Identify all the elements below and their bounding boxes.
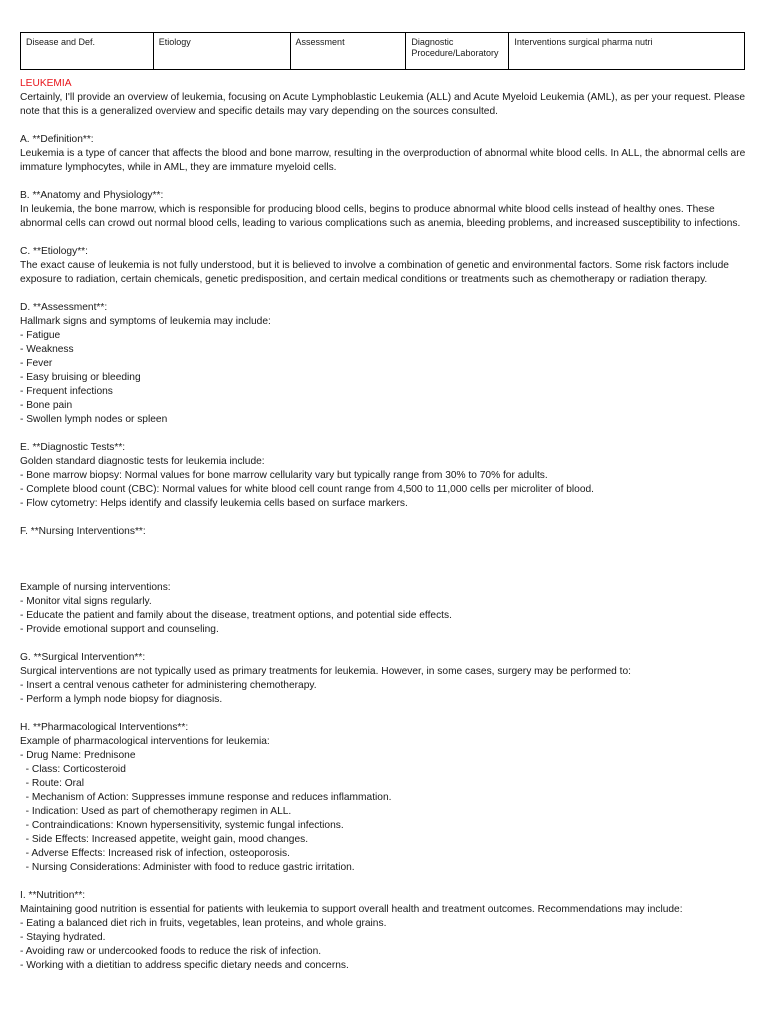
list-item: Example of nursing interventions: [20,582,171,593]
list-item: - Educate the patient and family about the disease, treatment options, and potential side effects. [20,610,452,621]
section-heading: E. **Diagnostic Tests**: [20,442,126,453]
document-content [20,77,748,973]
section-heading: I. **Nutrition**: [20,890,86,901]
list-item: Maintaining good nutrition is essential for patients with leukemia to support overall health and treatment outcomes. Recommendations may include: [20,904,683,915]
section-text: The exact cause of leukemia is not fully understood, but it is believed to involve a combination of genetic and environmental factors. Some risk factors include exposure to radiation, certain chemicals, genetic predisposition, and certain medical conditions or treatments such as chemotherapy or radiation therapy. [20,260,729,285]
list-item: - Mechanism of Action: Suppresses immune response and reduces inflammation. [20,792,392,803]
list-item: - Staying hydrated. [20,932,106,943]
list-item: - Swollen lymph nodes or spleen [20,414,168,425]
list-item: Golden standard diagnostic tests for leukemia include: [20,456,265,467]
list-item: - Avoiding raw or undercooked foods to reduce the risk of infection. [20,946,322,957]
section-heading: C. **Etiology**: [20,246,88,257]
header-table [20,32,745,70]
section-etiology [20,245,748,287]
list-item: - Side Effects: Increased appetite, weight gain, mood changes. [20,834,309,845]
list-item: - Route: Oral [20,778,84,789]
list-item: - Working with a dietitian to address specific dietary needs and concerns. [20,960,349,971]
list-item: - Eating a balanced diet rich in fruits, vegetables, lean proteins, and whole grains. [20,918,387,929]
list-item: Surgical interventions are not typically used as primary treatments for leukemia. However, in some cases, surgery may be performed to: [20,666,631,677]
list-item: - Adverse Effects: Increased risk of infection, osteoporosis. [20,848,290,859]
section-diagnostics [20,441,748,511]
section-nutrition [20,889,748,973]
section-pharmacological [20,721,748,875]
list-item: - Frequent infections [20,386,113,397]
section-heading: A. **Definition**: [20,134,94,145]
document-title: LEUKEMIA [20,78,72,89]
header-cell-disease: Disease and Def. [21,33,154,70]
list-item: - Drug Name: Prednisone [20,750,136,761]
header-cell-etiology: Etiology [153,33,290,70]
list-item: - Easy bruising or bleeding [20,372,141,383]
list-item: - Insert a central venous catheter for administering chemotherapy. [20,680,317,691]
section-nursing [20,525,748,637]
header-table-row [21,33,745,70]
list-item: - Indication: Used as part of chemotherapy regimen in ALL. [20,806,292,817]
section-definition [20,133,748,175]
list-item: - Provide emotional support and counseling. [20,624,219,635]
list-item: Hallmark signs and symptoms of leukemia may include: [20,316,271,327]
section-heading: B. **Anatomy and Physiology**: [20,190,164,201]
list-item: - Nursing Considerations: Administer with food to reduce gastric irritation. [20,862,355,873]
section-text: Leukemia is a type of cancer that affects the blood and bone marrow, resulting in the overproduction of abnormal white blood cells. In ALL, the abnormal cells are immature lymphocytes, while in AML, they are immature myeloid cells. [20,148,746,173]
list-item: - Perform a lymph node biopsy for diagnosis. [20,694,223,705]
intro-paragraph: Certainly, I'll provide an overview of leukemia, focusing on Acute Lymphoblastic Leukemia (ALL) and Acute Myeloid Leukemia (AML), as per your request. Please note that this is a generalized overview and specific details may vary depending on the sources consulted. [20,92,746,117]
list-item: - Weakness [20,344,74,355]
list-item: - Fatigue [20,330,61,341]
header-cell-interventions: Interventions surgical pharma nutri [509,33,745,70]
header-cell-assessment: Assessment [290,33,406,70]
section-heading: F. **Nursing Interventions**: [20,526,146,537]
section-assessment [20,301,748,427]
list-item: Example of pharmacological interventions for leukemia: [20,736,270,747]
list-item: - Complete blood count (CBC): Normal values for white blood cell count range from 4,500 to 11,000 cells per microliter of blood. [20,484,594,495]
list-item: - Bone marrow biopsy: Normal values for bone marrow cellularity vary but typically range from 30% to 70% for adults. [20,470,548,481]
section-surgical [20,651,748,707]
list-item: - Fever [20,358,53,369]
list-item: - Bone pain [20,400,73,411]
section-heading: H. **Pharmacological Interventions**: [20,722,189,733]
section-heading: D. **Assessment**: [20,302,108,313]
section-text: In leukemia, the bone marrow, which is responsible for producing blood cells, begins to produce abnormal white blood cells instead of healthy ones. These abnormal cells can crowd out normal blood cells, leading to various complications such as anemia, bleeding problems, and increased susceptibility to infections. [20,204,741,229]
list-item: - Class: Corticosteroid [20,764,126,775]
section-anatomy [20,189,748,231]
list-item: - Flow cytometry: Helps identify and classify leukemia cells based on surface markers. [20,498,408,509]
section-heading: G. **Surgical Intervention**: [20,652,146,663]
list-item: - Monitor vital signs regularly. [20,596,152,607]
list-item: - Contraindications: Known hypersensitivity, systemic fungal infections. [20,820,344,831]
header-cell-diagnostic: Diagnostic Procedure/Laboratory [406,33,509,70]
